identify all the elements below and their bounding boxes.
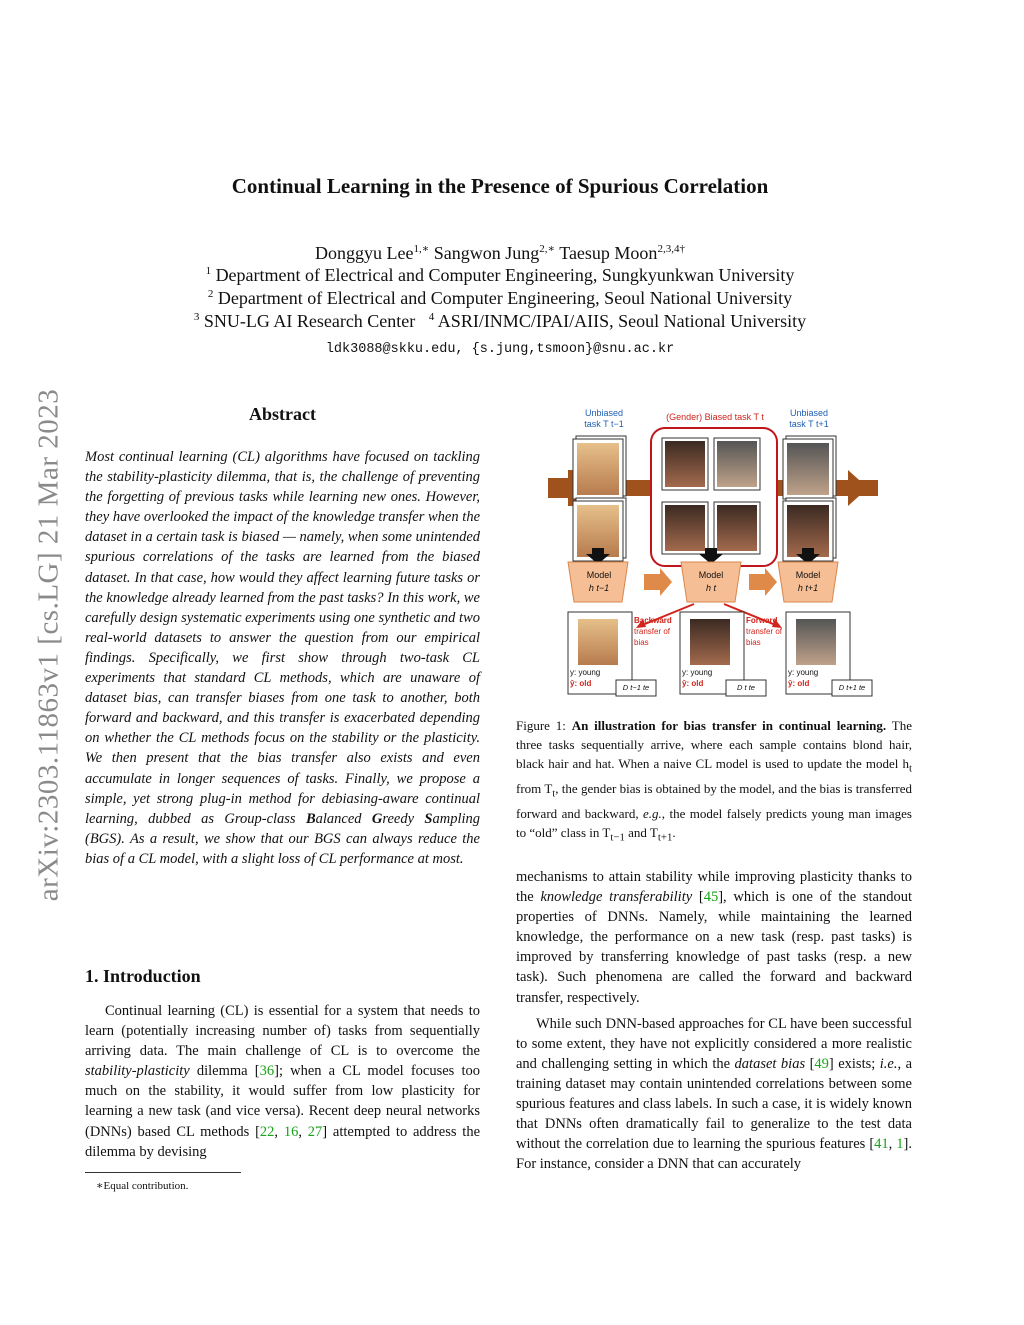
model-box	[568, 562, 628, 602]
face-image	[717, 505, 757, 551]
figure-diagram	[548, 400, 878, 700]
face-image	[577, 443, 619, 495]
label-true-y: y: young	[682, 668, 713, 677]
label-unbiased-prev: Unbiased task T t−1	[584, 408, 624, 429]
face-image	[717, 441, 757, 487]
affiliation-line: $^1$ Department of Electrical and Computer Engineering, Sungkyunkwan University	[205, 265, 795, 285]
label-pred-y: ŷ: old	[570, 679, 592, 688]
figure-bias-transfer	[548, 400, 878, 700]
face-image	[665, 441, 705, 487]
model-symbol: h t+1	[797, 583, 819, 593]
author-name: Sangwon Jung	[433, 243, 540, 263]
section-heading-introduction: 1. Introduction	[85, 966, 201, 986]
label-pred-y: ŷ: old	[682, 679, 704, 688]
author-name: Taesup Moon	[559, 243, 658, 263]
arxiv-identifier: arXiv:2303.11863v1 [cs.LG] 21 Mar 2023	[32, 388, 65, 902]
citation-link[interactable]: 16	[283, 1123, 299, 1140]
citation-link[interactable]: 45	[703, 889, 719, 906]
label-backward-sub: transfer of bias	[634, 627, 671, 647]
citation-link[interactable]: 49	[814, 1055, 829, 1072]
label-unbiased-next: Unbiased task T t+1	[789, 408, 829, 429]
test-set-label: D t−1 te	[622, 683, 650, 692]
citation-link[interactable]: 27	[307, 1123, 323, 1140]
footnote-rule	[85, 1172, 241, 1173]
citation-link[interactable]: 22	[259, 1123, 275, 1140]
label-forward: Forward	[746, 616, 778, 625]
model-box	[681, 562, 741, 602]
affiliation-line: $^2$ Department of Electrical and Computer Engineering, Seoul National University	[207, 288, 793, 308]
model-arrow	[644, 568, 672, 596]
face-image	[665, 505, 705, 551]
model-box	[778, 562, 838, 602]
test-set-label: D t+1 te	[838, 683, 866, 692]
label-forward-sub: transfer of bias	[746, 627, 783, 647]
face-image	[578, 619, 618, 665]
footnote: ∗Equal contribution.	[96, 1180, 189, 1192]
model-label: Model	[795, 570, 821, 580]
intro-paragraph: Continual learning (CL) is essential for a system that needs to learn (potentially increasing number of) tasks from sequentially arriving data. The main challenge of CL is to overcome the stability-plasticity dilemma [36]; when a CL model focuses too much on the stability, it would suffer from low plasticity for learning a new task (and vice versa). Recent deep neural networks (DNNs) based CL methods [22, 16, 27] attempted to address the dilemma by devising	[85, 1003, 481, 1160]
citation-link[interactable]: 1	[896, 1136, 904, 1153]
label-pred-y: ŷ: old	[788, 679, 810, 688]
arrow-head-right	[848, 470, 868, 506]
face-image	[787, 443, 829, 495]
citation-link[interactable]: 36	[259, 1063, 275, 1080]
paper-title: Continual Learning in the Presence of Spurious Correlation	[231, 174, 769, 198]
label-true-y: y: young	[570, 668, 601, 677]
test-set-label: D t te	[737, 683, 755, 692]
abstract-heading: Abstract	[249, 404, 316, 424]
face-image	[690, 619, 730, 665]
affiliation-line: $^3$ SNU-LG AI Research Center $^4$ ASRI/INMC/IPAI/AIIS, Seoul National University	[193, 311, 807, 331]
citation-link[interactable]: 41	[874, 1136, 889, 1153]
model-label: Model	[698, 570, 724, 580]
abstract-text: Most continual learning (CL) algorithms have focused on tackling the stability-plasticity dilemma, that is, the challenge of preventing the forgetting of previous tasks while learning new ones. However, they have overlooked the impact of the knowledge transfer when the dataset in a certain task is biased — namely, when some unintended spurious correlations of the tasks are learned from the biased dataset. In that case, how would they affect learning future tasks or the knowledge already learned from the past tasks? In this work, we carefully design systematic experiments using one synthetic and two real-world datasets to answer the question from our empirical findings. Specifically, we first show through two-task CL experiments that standard CL methods, which are unaware of dataset bias, can transfer biases from one task to another, both forward and backward, and this transfer is exacerbated depending on whether the CL methods focus on the stability or the plasticity. We then present that the bias transfer also exists and even accumulate in longer sequences of tasks. Finally, we propose a simple, yet strong plug-in method for debiasing-aware continual learning, dubbed as Group-class Balanced Greedy Sampling (BGS). As a result, we show that our BGS can always reduce the bias of a CL model, with a slight loss of CL performance at most.	[85, 449, 480, 867]
author-emails: ldk3088@skku.edu, {s.jung,tsmoon}@snu.ac.kr	[325, 342, 675, 357]
model-symbol: h t	[705, 583, 716, 593]
label-true-y: y: young	[788, 668, 819, 677]
model-label: Model	[586, 570, 612, 580]
author-name: Donggyu Lee	[315, 243, 414, 263]
model-arrow	[749, 568, 777, 596]
label-biased-task: (Gender) Biased task T t	[666, 412, 764, 422]
model-symbol: h t−1	[588, 583, 610, 593]
right-column-text: mechanisms to attain stability while improving plasticity thanks to the knowledge transferability [45], which is one of the standout properties of DNNs. Namely, while maintaining the learned knowledge, the performance on a new task (resp. past tasks) is improved by transferring knowledge of past tasks (resp. a new task). Such phenomena are called the forward and backward transfer, respectively. While such DNN-based approaches for CL have been successful to some extent, they have not explicitly considered a more realistic and challenging setting in which the dataset bias [49] exists; i.e., a training dataset may contain unintended correlations between some spurious features and class labels. In such a case, it is widely known that DNNs often dramatically fail to generalize to the test data without the correlation due to learning the spurious features [41, 1]. For instance, consider a DNN that can accurately	[516, 869, 913, 1173]
face-image	[796, 619, 836, 665]
authors-line: Donggyu Lee$^{1,∗}$ Sangwon Jung$^{2,∗}$ Taesup Moon$^{2,3,4\dagger}$	[315, 243, 685, 263]
label-backward: Backward	[634, 616, 672, 625]
figure-caption: Figure 1: An illustration for bias transfer in continual learning. The three tasks sequentially arrive, where each sample contains blond hair, black hair and hat. When a naive CL model is used to update the model $h_t$ from $T_t$, the gender bias is obtained by the model, and the bias is transferred forward and backward, e.g., the model falsely predicts young man images to “old” class in $T_{t-1}$ and $T_{t+1}$.	[516, 718, 912, 844]
